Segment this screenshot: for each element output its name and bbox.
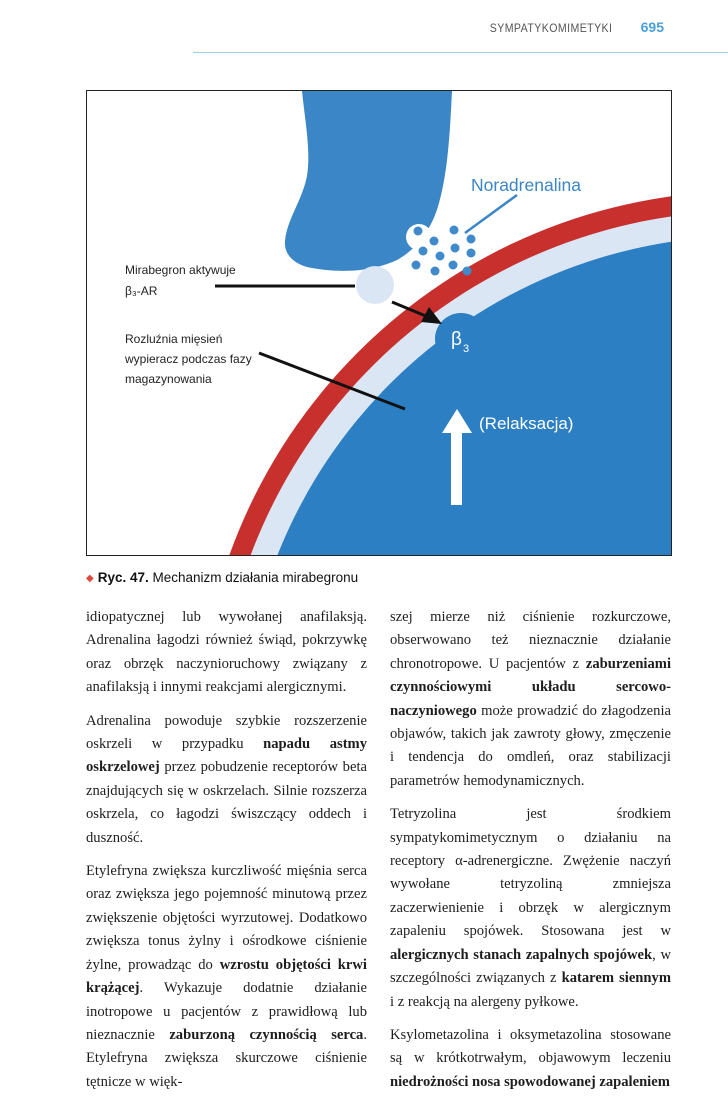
paragraph [86,710,367,850]
paragraph-text: , w szczególności związanych z [390,946,671,987]
paragraph [390,803,671,1014]
noradrenaline-dot [463,267,472,276]
mirabegron-label-line-1: Mirabegron aktywuje [125,263,236,277]
noradrenaline-dot [467,249,476,258]
section-title: SYMPATYKOMIMETYKI [489,21,612,35]
relax-label-line-3: magazynowania [125,372,212,386]
paragraph-text: Tetryzolina jest środkiem sympatykomimetycznym o działaniu na receptory α-adrenergiczne. Zwężenie naczyń wywołane tetryzoliną zmniejsza zaczerwienienie i obrzęk w alergicznym zapaleniu spojówek. Stosowana jest w [390,806,671,940]
paragraph-text: idiopatycznej lub wywołanej anafilaksją. Adrenalina łagodzi również świąd, pokrzywkę oraz obrzęk naczynioruchowy związany z anafilaksją i innymi reakcjami alergicznymi. [86,609,367,696]
receptor-subscript: 3 [463,343,470,355]
bold-term: katarem siennym [561,970,671,987]
relax-label-line-2: wypieracz podczas fazy [125,352,252,366]
caption-text: Mechanizm działania mirabegronu [152,570,359,585]
paragraph-text: przez pobudzenie receptorów beta znajdujących się w oskrzelach. Silnie rozszerza oskrzela, co łagodzi świszczący oddech i duszność. [86,759,367,846]
page-number: 695 [640,19,664,35]
running-head [0,19,728,41]
text-column-right [390,606,671,1104]
noradrenaline-dot [450,226,459,235]
noradrenaline-dot [431,267,440,276]
bold-term: wzrostu objętości krwi krążącej [86,956,367,997]
figure-mirabegron-mechanism [86,90,672,556]
bold-term: alergicznych stanach zapalnych spojówek [390,946,653,963]
text-column-left [86,606,367,1104]
noradrenaline-dot [467,235,476,244]
paragraph-text: może prowadzić do złagodzenia objawów, takich jak zawroty głowy, zmęczenie i tendencja do omdleń, oraz stabilizacji parametrów hemodynamicznych. [390,702,671,789]
noradrenaline-dot [412,261,421,270]
figure-caption [86,570,358,585]
paragraph [390,606,671,793]
noradrenaline-dot [419,247,428,256]
bold-term: zaburzoną czynnością serca [169,1026,364,1043]
mirabegron-molecule [356,266,394,304]
noradrenaline-label: Noradrenalina [471,175,581,195]
noradrenaline-dot [451,244,460,253]
noradrenaline-dot [436,252,445,261]
noradrenaline-leader [465,195,517,233]
relaxation-label: (Relaksacja) [479,414,574,433]
paragraph-text: Etylefryna zwiększa kurczliwość mięśnia serca oraz zwiększa jego pojemność minutową przez zwiększenie objętości wyrzutowej. Dodatkowo zwiększa tonus żylny i ośrodkowe ciśnienie żylne, prowadząc do [86,863,367,973]
noradrenaline-dot [449,261,458,270]
mechanism-illustration [87,91,672,556]
bold-term: niedrożności nosa spowodowanej zapaleniem [390,1073,670,1090]
receptor-symbol: β [451,329,462,350]
paragraph [390,1024,671,1094]
paragraph-text: . Etylefryna zwiększa skurczowe ciśnienie tętnicze w więk- [86,1026,368,1090]
bold-term: zaburzeniami czynnościowymi układu sercowo-naczyniowego [390,655,671,719]
noradrenaline-dot [414,227,423,236]
paragraph-text: . Wykazuje dodatnie działanie inotropowe u pacjentów z prawidłową lub nieznacznie [86,980,367,1043]
paragraph [86,606,367,700]
relax-label-line-1: Rozluźnia mięsień [125,332,223,346]
paragraph-text: Adrenalina powoduje szybkie rozszerzenie oskrzeli w przypadku [86,712,367,753]
bold-term: napadu astmy oskrzelowej [86,736,368,776]
paragraph-text: i z reakcją na alergeny pyłkowe. [390,993,579,1010]
noradrenaline-dot [430,237,439,246]
paragraph-text: Ksylometazolina i oksymetazolina stosowane są w krótkotrwałym, objawowym leczeniu [390,1026,671,1067]
header-rule [193,52,728,53]
paragraph-text: szej mierze niż ciśnienie rozkurczowe, obserwowano też nieznacznie działanie chronotropowe. U pacjentów z [390,609,671,672]
paragraph [86,860,367,1094]
mirabegron-label-line-2: β₃-AR [125,284,158,298]
caption-number: Ryc. 47. [97,570,149,585]
caption-bullet-icon: ◆ [86,573,94,584]
relaxation-arrow-shaft [451,431,462,505]
